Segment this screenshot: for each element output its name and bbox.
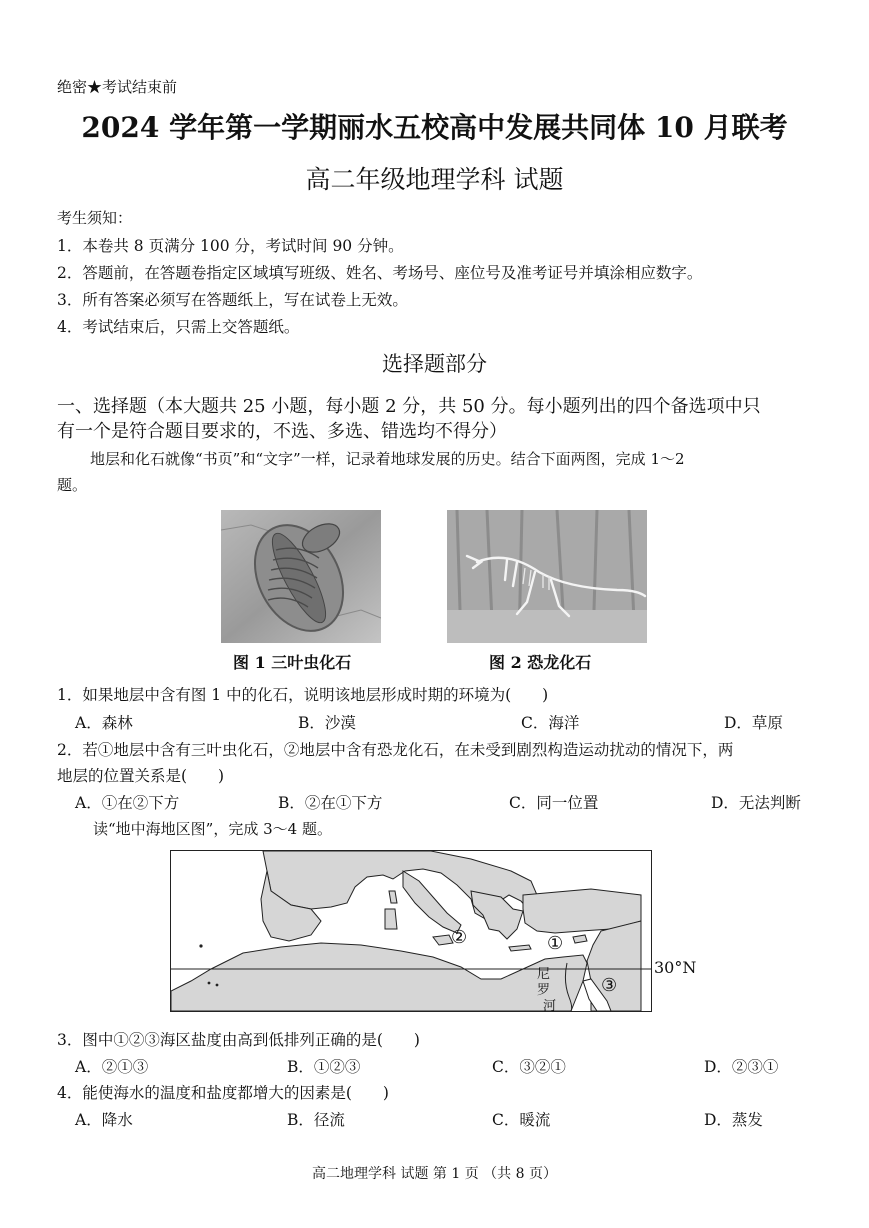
q1-option-d: D．草原 xyxy=(724,714,783,732)
dinosaur-fossil-image xyxy=(447,510,647,643)
q2-option-c: C．同一位置 xyxy=(509,794,599,812)
lead2: 读“地中海地区图”，完成 3～4 题。 xyxy=(93,820,332,838)
q3-option-a: A．②①③ xyxy=(75,1058,149,1076)
page-footer: 高二地理学科 试题 第 1 页 （共 8 页） xyxy=(312,1166,557,1182)
nile-label-char2: 罗 xyxy=(537,983,551,998)
notice-item-4: 4．考试结束后，只需上交答题纸。 xyxy=(57,318,300,336)
q3-option-c: C．③②① xyxy=(492,1058,566,1076)
q2-option-b: B．②在①下方 xyxy=(278,794,383,812)
q2-option-d: D．无法判断 xyxy=(711,794,801,812)
lead1-line2: 题。 xyxy=(57,476,88,494)
question-3-stem: 3．图中①②③海区盐度由高到低排列正确的是( ) xyxy=(57,1031,420,1049)
q4-option-c: C．暖流 xyxy=(492,1111,551,1129)
question-4-stem: 4．能使海水的温度和盐度都增大的因素是( ) xyxy=(57,1084,389,1102)
question-1-stem: 1．如果地层中含有图 1 中的化石，说明该地层形成时期的环境为( ) xyxy=(57,686,549,704)
mediterranean-map xyxy=(170,850,652,1012)
notice-item-1: 1．本卷共 8 页满分 100 分，考试时间 90 分钟。 xyxy=(57,237,404,255)
notice-item-3: 3．所有答案必须写在答题纸上，写在试卷上无效。 xyxy=(57,291,408,309)
section-title: 选择题部分 xyxy=(382,352,487,376)
notice-heading: 考生须知： xyxy=(57,209,133,227)
q2-option-a: A．①在②下方 xyxy=(75,794,180,812)
exam-subtitle: 高二年级地理学科 试题 xyxy=(305,165,564,194)
q1-option-c: C．海洋 xyxy=(521,714,580,732)
part1-line1: 一、选择题（本大题共 25 小题，每小题 2 分，共 50 分。每小题列出的四个备选项中只 xyxy=(57,396,761,417)
q3-option-d: D．②③① xyxy=(704,1058,779,1076)
q1-option-b: B．沙漠 xyxy=(298,714,356,732)
map-label-1: ① xyxy=(547,933,564,954)
confidential-mark: 绝密★考试结束前 xyxy=(57,78,178,96)
figure1-caption: 图 1 三叶虫化石 xyxy=(233,653,352,672)
map-label-3: ③ xyxy=(601,975,618,996)
exam-title: 2024 学年第一学期丽水五校高中发展共同体 10 月联考 xyxy=(81,111,788,144)
q4-option-d: D．蒸发 xyxy=(704,1111,763,1129)
map-label-2: ② xyxy=(451,927,468,948)
q3-option-b: B．①②③ xyxy=(287,1058,361,1076)
nile-label-char1: 尼 xyxy=(537,967,551,982)
lead1-line1: 地层和化石就像“书页”和“文字”一样，记录着地球发展的历史。结合下面两图，完成 1～2 xyxy=(90,450,685,468)
trilobite-fossil-image xyxy=(221,510,381,643)
q4-option-a: A．降水 xyxy=(75,1111,133,1129)
part1-line2: 有一个是符合题目要求的，不选、多选、错选均不得分） xyxy=(57,421,507,442)
question-2-stem-line1: 2．若①地层中含有三叶虫化石，②地层中含有恐龙化石，在未受到剧烈构造运动扰动的情况下，两 xyxy=(57,741,734,759)
latitude-label: 30°N xyxy=(654,958,697,977)
nile-label-char3: 河 xyxy=(543,999,557,1014)
q1-option-a: A．森林 xyxy=(75,714,133,732)
q4-option-b: B．径流 xyxy=(287,1111,345,1129)
notice-item-2: 2．答题前，在答题卷指定区域填写班级、姓名、考场号、座位号及准考证号并填涂相应数字。 xyxy=(57,264,703,282)
figure2-caption: 图 2 恐龙化石 xyxy=(489,653,592,672)
question-2-stem-line2: 地层的位置关系是( ) xyxy=(57,767,225,785)
